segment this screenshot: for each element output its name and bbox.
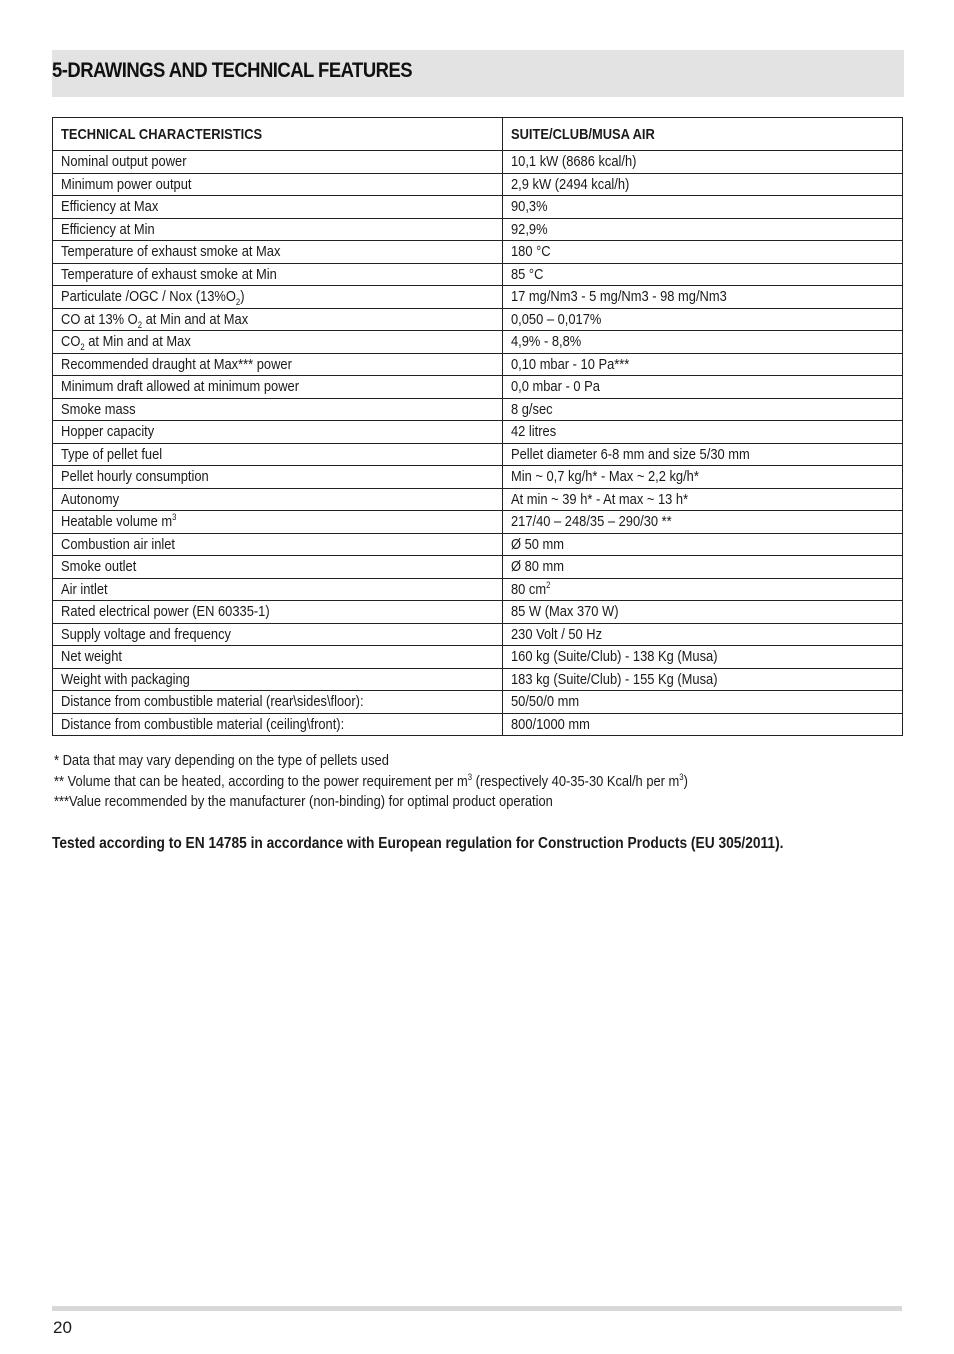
row-label: Temperature of exhaust smoke at Max: [53, 241, 503, 264]
table-row: [53, 623, 903, 646]
row-label: Smoke outlet: [53, 556, 503, 579]
table-row: [53, 173, 903, 196]
row-value: 183 kg (Suite/Club) - 155 Kg (Musa): [503, 668, 903, 691]
table-row: [53, 263, 903, 286]
row-label: CO at 13% $O_2$ at Min and at Max: [53, 308, 503, 331]
section-header: [52, 50, 904, 97]
row-value: Pellet diameter 6-8 mm and size 5/30 mm: [503, 443, 903, 466]
row-label: Smoke mass: [53, 398, 503, 421]
row-value: Ø 50 mm: [503, 533, 903, 556]
row-label: Minimum power output: [53, 173, 503, 196]
row-value: 85 W (Max 370 W): [503, 601, 903, 624]
row-label: Hopper capacity: [53, 421, 503, 444]
row-label: Weight with packaging: [53, 668, 503, 691]
row-value: 10,1 kW (8686 kcal/h): [503, 151, 903, 174]
page-number: 20: [53, 1318, 72, 1337]
table-row: [53, 556, 903, 579]
row-value: 8 g/sec: [503, 398, 903, 421]
row-value: 92,9%: [503, 218, 903, 241]
table-row: [53, 533, 903, 556]
row-label: Supply voltage and frequency: [53, 623, 503, 646]
table-row: [53, 376, 903, 399]
table-row: [53, 713, 903, 736]
row-value: 2,9 kW (2494 kcal/h): [503, 173, 903, 196]
row-value: Ø 80 mm: [503, 556, 903, 579]
row-label: Temperature of exhaust smoke at Min: [53, 263, 503, 286]
row-value: 0,0 mbar - 0 Pa: [503, 376, 903, 399]
table-row: [53, 691, 903, 714]
row-value: 0,10 mbar - 10 Pa***: [503, 353, 903, 376]
table-row: [53, 601, 903, 624]
row-value: 90,3%: [503, 196, 903, 219]
section-title: 5-DRAWINGS AND TECHNICAL FEATURES: [52, 59, 413, 82]
table-row: [53, 353, 903, 376]
row-label: Rated electrical power (EN 60335-1): [53, 601, 503, 624]
table-row: [53, 308, 903, 331]
table-header-row: [53, 118, 903, 151]
row-value: 85 °C: [503, 263, 903, 286]
table-row: [53, 646, 903, 669]
row-label: Air intlet: [53, 578, 503, 601]
table-row: [53, 151, 903, 174]
row-value: At min ~ 39 h* - At max ~ 13 h*: [503, 488, 903, 511]
row-label: Distance from combustible material (ceiling\front):: [53, 713, 503, 736]
table-row: [53, 443, 903, 466]
table-row: [53, 421, 903, 444]
row-label: Nominal output power: [53, 151, 503, 174]
row-value: 160 kg (Suite/Club) - 138 Kg (Musa): [503, 646, 903, 669]
row-value: Min ~ 0,7 kg/h* - Max ~ 2,2 kg/h*: [503, 466, 903, 489]
table-footnotes: [54, 751, 791, 813]
table-row: [53, 511, 903, 534]
row-label: $CO_2$ at Min and at Max: [53, 331, 503, 354]
column-header-model: SUITE/CLUB/MUSA AIR: [503, 118, 903, 151]
row-label: Net weight: [53, 646, 503, 669]
row-label: Pellet hourly consumption: [53, 466, 503, 489]
footer-rule: [52, 1306, 902, 1311]
table-row: [53, 668, 903, 691]
row-label: Particulate /OGC / Nox $(13\%O_2)$: [53, 286, 503, 309]
row-value: 17 mg/Nm3 - 5 mg/Nm3 - 98 mg/Nm3: [503, 286, 903, 309]
row-value: 230 Volt / 50 Hz: [503, 623, 903, 646]
row-label: Efficiency at Max: [53, 196, 503, 219]
table-row: [53, 196, 903, 219]
row-value: 180 °C: [503, 241, 903, 264]
row-value: 0,050 – 0,017%: [503, 308, 903, 331]
row-label: Efficiency at Min: [53, 218, 503, 241]
row-value: 42 litres: [503, 421, 903, 444]
row-label: Type of pellet fuel: [53, 443, 503, 466]
table-row: [53, 578, 903, 601]
table-row: [53, 241, 903, 264]
technical-characteristics-table: [52, 117, 903, 736]
row-value: 50/50/0 mm: [503, 691, 903, 714]
footnote-2: ** Volume that can be heated, according to the power requirement per $m^3$ (respectively 40-35-30 Kcal/h per $m^3$): [54, 771, 688, 790]
table-row: [53, 466, 903, 489]
row-value: 4,9% - 8,8%: [503, 331, 903, 354]
footnote-1: * Data that may vary depending on the type of pellets used: [54, 752, 389, 769]
table-row: [53, 488, 903, 511]
table-row: [53, 331, 903, 354]
footnote-3: ***Value recommended by the manufacturer (non-binding) for optimal product operation: [54, 793, 553, 810]
row-label: Recommended draught at Max*** power: [53, 353, 503, 376]
row-label: Minimum draft allowed at minimum power: [53, 376, 503, 399]
row-label: Combustion air inlet: [53, 533, 503, 556]
row-label: Autonomy: [53, 488, 503, 511]
table-row: [53, 398, 903, 421]
tested-statement: Tested according to EN 14785 in accordance with European regulation for Construction Products (EU 305/2011).: [52, 835, 784, 852]
column-header-characteristics: TECHNICAL CHARACTERISTICS: [53, 118, 503, 151]
row-value: 217/40 – 248/35 – 290/30 **: [503, 511, 903, 534]
row-value: 80 $cm^2$: [503, 578, 903, 601]
table-row: [53, 286, 903, 309]
table-row: [53, 218, 903, 241]
row-value: 800/1000 mm: [503, 713, 903, 736]
row-label: Distance from combustible material (rear\sides\floor):: [53, 691, 503, 714]
row-label: Heatable volume $m^3$: [53, 511, 503, 534]
